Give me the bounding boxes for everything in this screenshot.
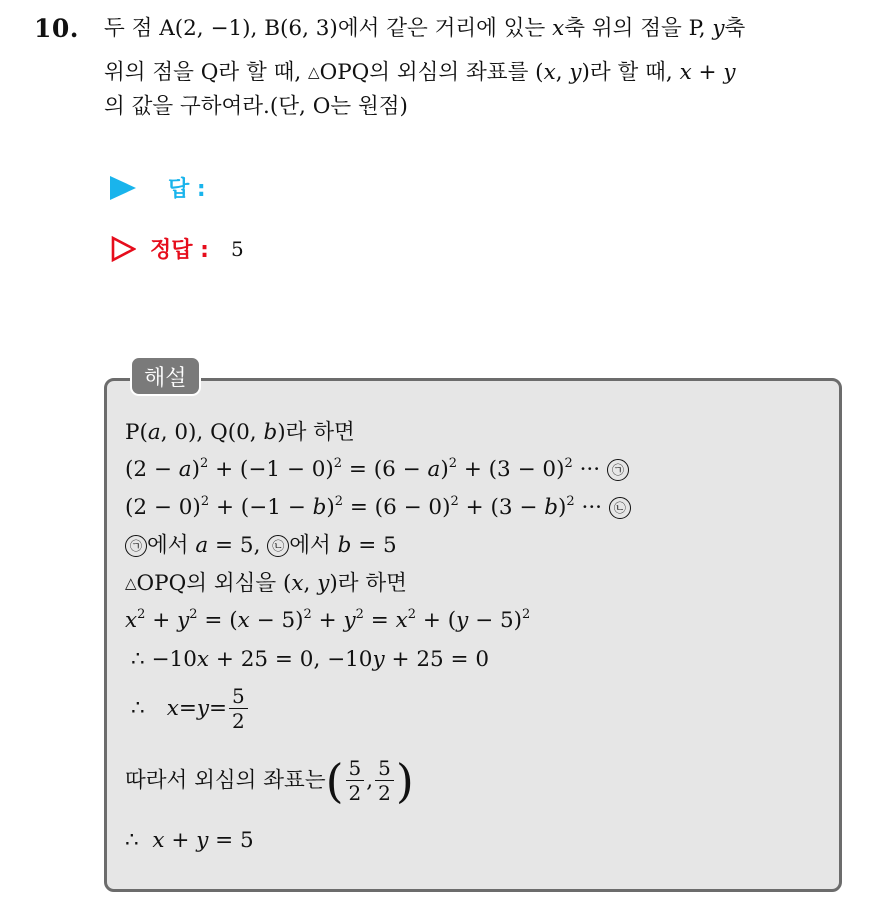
correct-answer-value: 5 (230, 236, 244, 261)
play-filled-icon (110, 176, 136, 200)
answer-row (110, 172, 206, 203)
solution-line-5: △OPQ의 외심을 (x, y)라 하면 (125, 571, 407, 596)
solution-line-4: ㉠ 에서 a = 5, ㉡ 에서 b = 5 (125, 531, 397, 561)
solution-line-1: P(a, 0), Q(0, b)라 하면 (125, 420, 355, 445)
solution-line-3: $(2 - 0)^2 + (-1 - b)^2 = (6 - 0)^2 + (3 - b)^2$ ··· ㉡ (125, 493, 631, 523)
question-line-1: 두 점 A(2, −1), B(6, 3)에서 같은 거리에 있는 x축 위의 점을 P, y축 (104, 16, 746, 41)
mark-nieun: ㉡ (609, 497, 631, 519)
solution-line-10: ∴ x + y = 5 (125, 828, 254, 853)
solution-tab: 해설 (130, 356, 201, 396)
solution-line-2: $(2 - a)^2 + (-1 - 0)^2 = (6 - a)^2 + (3 - 0)^2$ ··· ㉠ (125, 455, 629, 485)
play-outline-icon (110, 236, 136, 262)
solution-line-9: 따라서 외심의 좌표는 ( $\frac{5}{2}$ , $\frac{5}{2}$ ) (125, 753, 414, 808)
correct-answer-row (110, 233, 244, 264)
mark-giyeok: ㉠ (607, 459, 629, 481)
answer-label: 답 : (168, 177, 206, 202)
solution-line-6: $x^2 + y^2 = (x - 5)^2 + y^2 = x^2 + (y - 5)^2$ (125, 607, 531, 633)
question-number: 10. (34, 14, 79, 43)
solution-line-8: ∴ x = y = $\frac{5}{2}$ (131, 684, 250, 733)
fraction-five-halves: $\frac{5}{2}$ (229, 684, 248, 733)
solution-line-7: ∴ −10x + 25 = 0, −10y + 25 = 0 (131, 647, 490, 672)
correct-answer-label: 정답 : (150, 238, 209, 263)
question-line-2: 위의 점을 Q라 할 때, △OPQ의 외심의 좌표를 (x, y)라 할 때, x + y (104, 60, 736, 85)
question-line-3: 의 값을 구하여라.(단, O는 원점) (104, 94, 408, 119)
